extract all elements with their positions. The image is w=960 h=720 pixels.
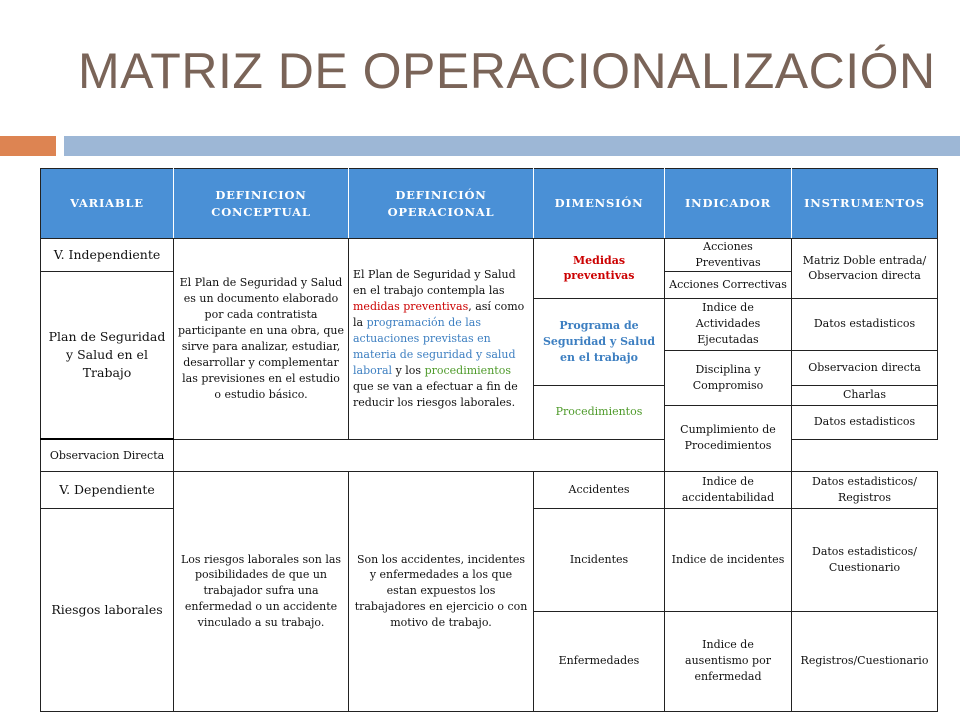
dimension-accidentes: Accidentes — [534, 471, 665, 508]
header-indicador: INDICADOR — [665, 169, 792, 239]
independent-type-label: V. Independiente — [41, 239, 174, 272]
indicator-indice-actividades: Indice de Actividades Ejecutadas — [665, 298, 792, 350]
operationalization-matrix — [40, 168, 938, 712]
dependent-type-label: V. Dependiente — [41, 471, 174, 508]
dependent-def-conceptual: Los riesgos laborales son las posibilidades de que un trabajador sufra una enfermedad o un accidente vinculado a su trabajo. — [174, 471, 349, 711]
dimension-programa: Programa de Seguridad y Salud en el trabajo — [534, 298, 665, 385]
dimension-incidentes: Incidentes — [534, 508, 665, 611]
dimension-medidas-preventivas: Medidas preventivas — [534, 239, 665, 299]
dependent-variable-name: Riesgos laborales — [41, 508, 174, 711]
dependent-def-operacional: Son los accidentes, incidentes y enfermedades a los que estan expuestos los trabajadores en ejercicio o con motivo de trabajo. — [349, 471, 534, 711]
dimension-enfermedades: Enfermedades — [534, 611, 665, 711]
header-def-conceptual: DEFINICION CONCEPTUAL — [174, 169, 349, 239]
header-variable: VARIABLE — [41, 169, 174, 239]
indicator-accidentabilidad: Indice de accidentabilidad — [665, 471, 792, 508]
instrument-datos-estadisticos-1: Datos estadisticos — [792, 298, 938, 350]
accent-bar-orange — [0, 136, 56, 156]
instrument-datos-estadisticos-2: Datos estadisticos — [792, 405, 938, 439]
indicator-acciones-preventivas: Acciones Preventivas — [665, 239, 792, 272]
indicator-disciplina: Disciplina y Compromiso — [665, 350, 792, 405]
header-dimension: DIMENSIÓN — [534, 169, 665, 239]
independent-def-operacional: El Plan de Seguridad y Salud en el trabajo contempla las medidas preventivas, así como la programación de las actuaciones previstas en materia de seguridad y salud laboral y los procedimientos que se van a efectuar a fin de reducir los riesgos laborales. — [349, 239, 534, 440]
instrument-matriz: Matriz Doble entrada/ Observacion directa — [792, 239, 938, 299]
indicator-acciones-correctivas: Acciones Correctivas — [665, 271, 792, 298]
accent-bar-blue — [64, 136, 960, 156]
header-row — [41, 169, 938, 239]
instrument-charlas: Charlas — [792, 385, 938, 405]
header-instrumentos: INSTRUMENTOS — [792, 169, 938, 239]
header-def-operacional: DEFINICIÓN OPERACIONAL — [349, 169, 534, 239]
indicator-cumplimiento: Cumplimiento de Procedimientos — [665, 405, 792, 471]
indicator-ausentismo: Indice de ausentismo por enfermedad — [665, 611, 792, 711]
instrument-datos-cuestionario: Datos estadisticos/ Cuestionario — [792, 508, 938, 611]
instrument-registros-cuestionario: Registros/Cuestionario — [792, 611, 938, 711]
indicator-incidentes: Indice de incidentes — [665, 508, 792, 611]
independent-def-conceptual: El Plan de Seguridad y Salud es un documento elaborado por cada contratista participante en una obra, que sirve para analizar, estudiar, desarrollar y complementar las previsiones en el estudio o estudio básico. — [174, 239, 349, 440]
dimension-procedimientos: Procedimientos — [534, 385, 665, 439]
instrument-datos-registros: Datos estadisticos/ Registros — [792, 471, 938, 508]
instrument-observacion-directa-2: Observacion Directa — [41, 439, 174, 471]
independent-variable-name: Plan de Seguridad y Salud en el Trabajo — [41, 271, 174, 439]
page-title: MATRIZ DE OPERACIONALIZACIÓN — [78, 43, 936, 99]
instrument-observacion-directa-1: Observacion directa — [792, 350, 938, 385]
